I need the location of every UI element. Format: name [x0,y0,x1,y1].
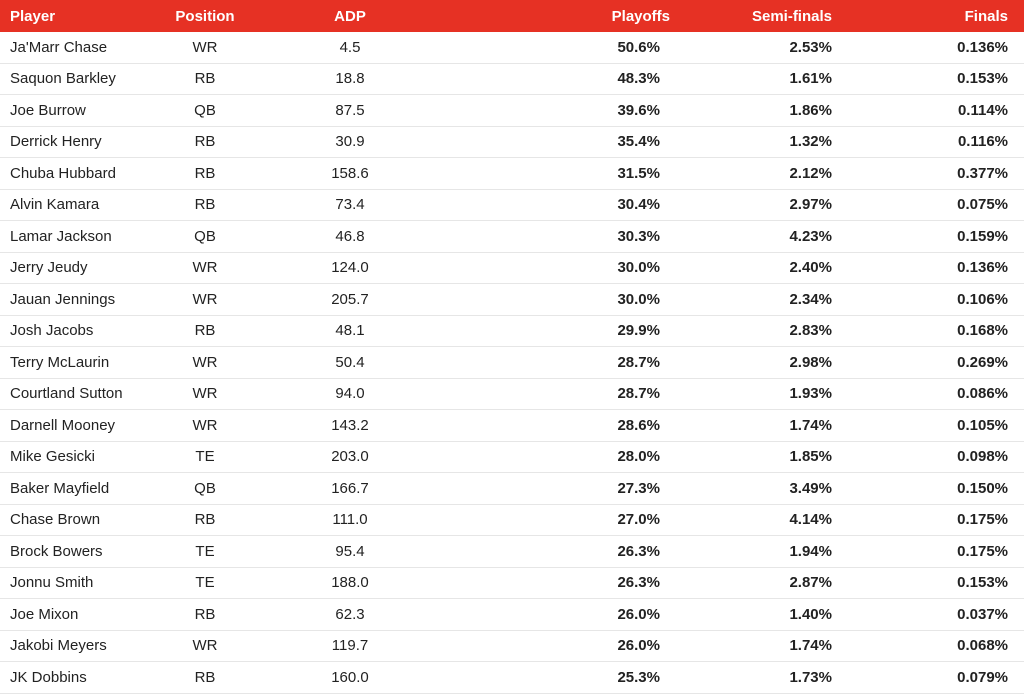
table-row [0,662,1024,694]
finals-pct: 0.269% [957,353,1008,371]
player-position: WR [192,353,218,371]
playoffs-pct: 28.7% [617,353,660,371]
player-adp: 119.7 [331,637,369,655]
playoffs-pct: 35.4% [617,133,660,151]
semifinals-pct: 2.87% [789,574,832,592]
finals-pct: 0.136% [957,38,1008,56]
semifinals-pct: 2.98% [789,353,832,371]
header-adp[interactable]: ADP [334,7,366,25]
header-playoffs[interactable]: Playoffs [611,7,670,25]
table-row [0,127,1024,159]
table-row [0,253,1024,285]
playoffs-pct: 30.0% [617,290,660,308]
player-adp: 124.0 [331,259,369,277]
table-row [0,599,1024,631]
semifinals-pct: 1.32% [789,133,832,151]
table-row [0,190,1024,222]
player-name: Joe Mixon [10,605,79,623]
player-adp: 4.5 [339,38,361,56]
player-adp: 158.6 [331,164,369,182]
player-name: JK Dobbins [10,668,87,686]
player-position: WR [192,385,218,403]
semifinals-pct: 1.74% [789,416,832,434]
player-name: Baker Mayfield [10,479,110,497]
player-name: Saquon Barkley [10,70,116,88]
player-adp: 160.0 [331,668,369,686]
table-row [0,442,1024,474]
player-name: Courtland Sutton [10,385,123,403]
semifinals-pct: 1.86% [789,101,832,119]
player-position: WR [192,637,218,655]
player-position: RB [194,133,216,151]
playoffs-pct: 39.6% [617,101,660,119]
table-row [0,284,1024,316]
player-adp: 46.8 [335,227,365,245]
finals-pct: 0.068% [957,637,1008,655]
playoffs-pct: 27.3% [617,479,660,497]
playoffs-pct: 26.3% [617,574,660,592]
table-body [0,32,1024,694]
player-name: Alvin Kamara [10,196,100,214]
semifinals-pct: 1.85% [789,448,832,466]
player-position: WR [192,259,218,277]
player-position: QB [194,227,216,245]
player-position: RB [194,511,216,529]
player-position: WR [192,416,218,434]
player-position: RB [194,605,216,623]
player-adp: 166.7 [331,479,369,497]
header-player[interactable]: Player [10,7,56,25]
player-position: WR [192,290,218,308]
player-name: Derrick Henry [10,133,102,151]
playoffs-pct: 28.7% [617,385,660,403]
player-position: RB [194,322,216,340]
finals-pct: 0.116% [957,133,1008,151]
player-position: TE [195,448,215,466]
playoffs-pct: 26.0% [617,637,660,655]
finals-pct: 0.136% [957,259,1008,277]
playoffs-pct: 28.6% [617,416,660,434]
finals-pct: 0.098% [957,448,1008,466]
playoffs-pct: 30.4% [617,196,660,214]
table-row [0,158,1024,190]
player-name: Josh Jacobs [10,322,94,340]
player-adp: 95.4 [335,542,365,560]
semifinals-pct: 2.83% [789,322,832,340]
player-adp: 143.2 [331,416,369,434]
header-semifinals[interactable]: Semi-finals [751,7,832,25]
playoffs-pct: 30.0% [617,259,660,277]
player-adp: 188.0 [331,574,369,592]
semifinals-pct: 1.40% [789,605,832,623]
player-adp: 203.0 [331,448,369,466]
finals-pct: 0.105% [957,416,1008,434]
player-adp: 48.1 [335,322,365,340]
player-adp: 50.4 [335,353,365,371]
player-position: TE [195,542,215,560]
player-adp: 111.0 [332,511,368,529]
player-adp: 205.7 [331,290,369,308]
table-row [0,536,1024,568]
playoffs-pct: 50.6% [617,38,660,56]
semifinals-pct: 2.40% [789,259,832,277]
semifinals-pct: 4.14% [789,511,832,529]
player-position: QB [194,479,216,497]
player-position: TE [195,574,215,592]
player-name: Terry McLaurin [10,353,110,371]
semifinals-pct: 2.34% [789,290,832,308]
player-name: Jakobi Meyers [10,637,107,655]
player-adp: 18.8 [335,70,365,88]
player-position: WR [192,38,218,56]
playoffs-pct: 27.0% [617,511,660,529]
table-row [0,32,1024,64]
player-position: QB [194,101,216,119]
table-row [0,631,1024,663]
playoffs-pct: 26.3% [617,542,660,560]
table-row [0,64,1024,96]
playoffs-pct: 29.9% [617,322,660,340]
player-position: RB [194,164,216,182]
semifinals-pct: 1.73% [789,668,832,686]
player-name: Brock Bowers [10,542,103,560]
table-row [0,568,1024,600]
playoffs-pct: 26.0% [617,605,660,623]
finals-pct: 0.106% [957,290,1008,308]
semifinals-pct: 4.23% [789,227,832,245]
playoffs-pct: 30.3% [617,227,660,245]
playoffs-pct: 28.0% [617,448,660,466]
table-row [0,473,1024,505]
player-position: RB [194,70,216,88]
table-row [0,379,1024,411]
semifinals-pct: 1.74% [789,637,832,655]
header-finals[interactable]: Finals [964,7,1008,25]
playoffs-pct: 31.5% [617,164,660,182]
table-header-row [0,0,1024,32]
finals-pct: 0.175% [957,511,1008,529]
player-name: Jerry Jeudy [10,259,88,277]
table-row [0,505,1024,537]
finals-pct: 0.377% [957,164,1008,182]
player-adp: 87.5 [335,101,365,119]
player-name: Lamar Jackson [10,227,112,245]
player-adp: 94.0 [335,385,365,403]
player-position: RB [194,196,216,214]
semifinals-pct: 3.49% [789,479,832,497]
finals-pct: 0.086% [957,385,1008,403]
semifinals-pct: 1.61% [789,70,832,88]
semifinals-pct: 2.97% [789,196,832,214]
player-name: Chuba Hubbard [10,164,116,182]
table-row [0,316,1024,348]
player-position: RB [194,668,216,686]
finals-pct: 0.153% [957,70,1008,88]
player-adp: 62.3 [335,605,365,623]
table-row [0,347,1024,379]
player-adp: 30.9 [335,133,365,151]
player-name: Jonnu Smith [10,574,94,592]
player-adp: 73.4 [335,196,365,214]
finals-pct: 0.114% [957,101,1008,119]
finals-pct: 0.079% [957,668,1008,686]
table-row [0,410,1024,442]
table-row [0,95,1024,127]
player-name: Mike Gesicki [10,448,96,466]
player-name: Jauan Jennings [10,290,116,308]
finals-pct: 0.175% [957,542,1008,560]
semifinals-pct: 2.53% [789,38,832,56]
player-name: Ja'Marr Chase [10,38,108,56]
player-name: Joe Burrow [10,101,86,119]
semifinals-pct: 1.94% [789,542,832,560]
playoffs-pct: 48.3% [617,70,660,88]
header-position[interactable]: Position [175,7,235,25]
table-row [0,221,1024,253]
finals-pct: 0.153% [957,574,1008,592]
semifinals-pct: 1.93% [789,385,832,403]
finals-pct: 0.150% [957,479,1008,497]
playoffs-pct: 25.3% [617,668,660,686]
finals-pct: 0.159% [957,227,1008,245]
finals-pct: 0.037% [957,605,1008,623]
player-name: Chase Brown [10,511,101,529]
semifinals-pct: 2.12% [789,164,832,182]
finals-pct: 0.168% [957,322,1008,340]
finals-pct: 0.075% [957,196,1008,214]
player-name: Darnell Mooney [10,416,116,434]
